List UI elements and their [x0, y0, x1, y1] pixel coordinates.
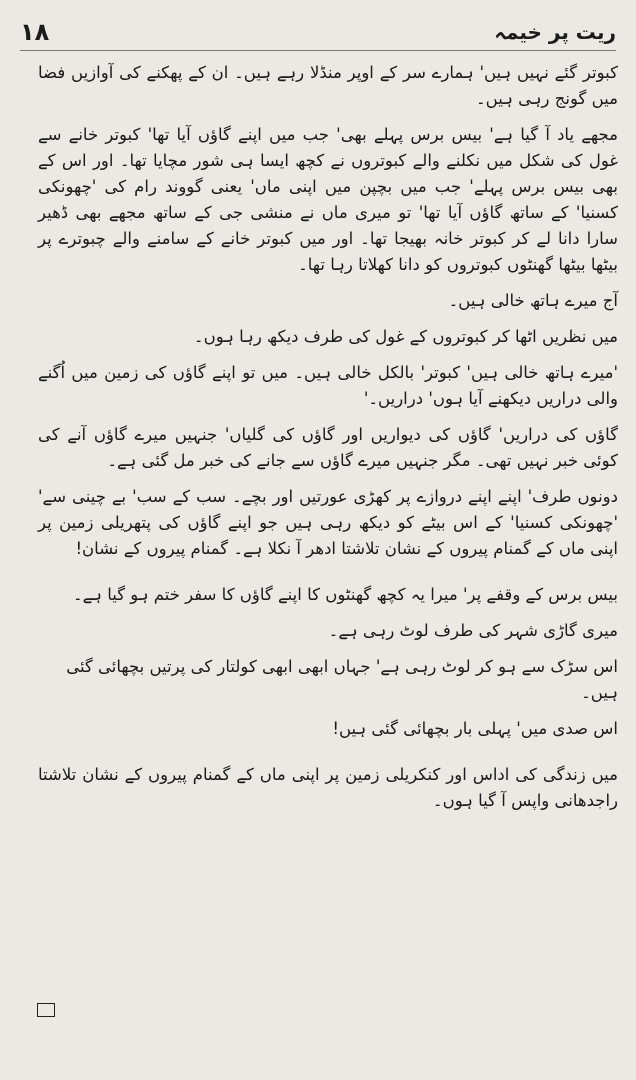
paragraph-8: بیس برس کے وقفے پر' میرا یہ کچھ گھنٹوں کا اپنے گاؤں کا سفر ختم ہو گیا ہے۔ — [72, 585, 618, 604]
paragraph-1: کبوتر گئے نہیں ہیں' ہمارے سر کے اوپر منڈلا رہے ہیں۔ ان کے پھکنے کی آوازیں فضا میں گونج رہی ہیں۔ — [38, 63, 618, 108]
running-head-title: ریت پر خیمہ — [494, 20, 616, 44]
story-text — [38, 60, 618, 824]
paragraph-2: مجھے یاد آ گیا ہے' بیس برس پہلے بھی' جب میں اپنے گاؤں آیا تھا' کبوتر خانے سے غول کی شکل میں نکلنے والے کبوتروں نے کچھ ایسا ہی شور مچایا تھا۔ اور اس کے بھی بیس برس پہلے' جب میں بچپن میں اپنی ماں' یعنی گووند رام کی 'چھونکی کسنیا' کے ساتھ گاؤں آیا تھا' تو میری ماں نے منشی جی کے ساتھ مجھے بھی ڈھیر سارا دانا لے کر کبوتر خانہ بھیجا تھا۔ اور میں کبوتر خانے کے سامنے والے چبوترے پر بیٹھا بیٹھا گھنٹوں کبوتروں کو دانا کھلاتا رہا تھا۔ — [38, 125, 618, 274]
paragraph-9: میری گاڑی شہر کی طرف لوٹ رہی ہے۔ — [328, 621, 618, 640]
paragraph-11: اس صدی میں' پہلی بار بچھائی گئی ہیں! — [332, 719, 618, 738]
paragraph-4: میں نظریں اٹھا کر کبوتروں کے غول کی طرف دیکھ رہا ہوں۔ — [193, 327, 618, 346]
paragraph-3: آج میرے ہاتھ خالی ہیں۔ — [448, 291, 618, 310]
section-end-box — [37, 1003, 55, 1017]
page-number: ١٨ — [20, 18, 50, 46]
paragraph-6: گاؤں کی دراریں' گاؤں کی دیواریں اور گاؤں کی گلیاں' جنہیں میرے گاؤں آنے کی کوئی خبر نہیں تھی۔ مگر جنہیں میرے گاؤں سے جانے کی خبر مل گئی ہے۔ — [38, 425, 618, 470]
paragraph-7: دونوں طرف' اپنے اپنے دروازے پر کھڑی عورتیں اور بچے۔ سب کے سب' بے چینی سے' 'چھونکی کسنیا' کے اس بیٹے کو دیکھ رہی ہیں جو اپنے گاؤں کی پتھریلی زمین پر اپنی ماں کے گمنام پیروں کے نشان تلاشتا ادھر آ نکلا ہے۔ گمنام پیروں کے نشان! — [38, 487, 618, 558]
paragraph-10: اس سڑک سے ہو کر لوٹ رہی ہے' جہاں ابھی ابھی کولتار کی پرتیں بچھائی گئی ہیں۔ — [66, 657, 618, 702]
paragraph-5: 'میرے ہاتھ خالی ہیں' کبوتر' بالکل خالی ہیں۔ میں تو اپنے گاؤں کی زمین میں اُگنے والی دراریں دیکھنے آیا ہوں' دراریں۔' — [38, 363, 618, 408]
page-header — [20, 18, 616, 51]
paragraph-12: میں زندگی کی اداس اور کنکریلی زمین پر اپنی ماں کے گمنام پیروں کے نشان تلاشتا راجدھانی واپس آ گیا ہوں۔ — [38, 765, 618, 810]
